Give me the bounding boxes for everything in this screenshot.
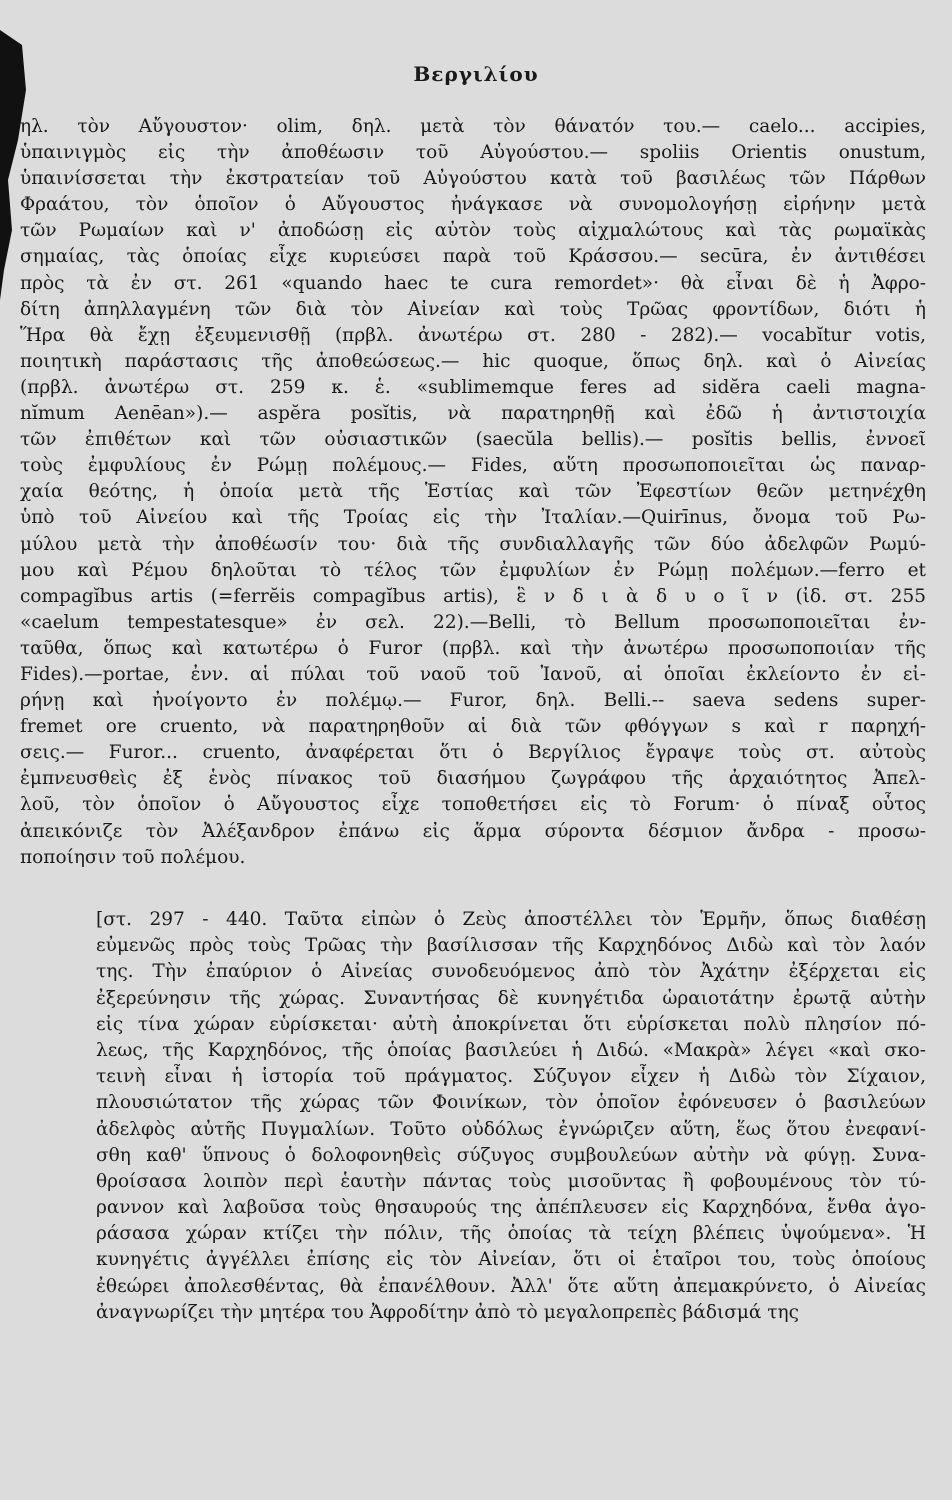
text-line: σθη καθ' ὕπνους ὁ δολοφονηθεὶς σύζυγος συμβουλεύων αὐτὴν νὰ φύγῃ. Συνα- [96, 1144, 926, 1166]
text-line: πλουσιώτατον τῆς χώρας τῶν Φοινίκων, τὸν ὁποῖον ἐφόνευσεν ὁ βασιλεύων [96, 1092, 926, 1114]
text-line: τεινὴ εἶναι ἡ ἱστορία τοῦ πράγματος. Σύζυγον εἶχεν ἡ Διδὼ τὸν Σίχαιον, [96, 1066, 926, 1088]
text-line: ράσασα χώραν κτίζει τὴν πόλιν, τῆς ὁποίας τὰ τείχη βλέπεις ὑψούμενα». Ἡ [96, 1223, 926, 1245]
text-line: compagĭbus artis (=ferrĕis compagĭbus artis), ἓ ν δ ι ὰ δ υ ο ῖ ν (ἰδ. στ. 255 [20, 585, 926, 607]
text-line: σεις.— Furor... cruento, ἀναφέρεται ὅτι ὁ Βεργίλιος ἔγραψε τοὺς στ. αὐτοὺς [20, 742, 926, 764]
text-line: Φραάτου, τὸν ὁποῖον ὁ Αὔγουστος ἠνάγκασε νὰ συνομολογήσῃ εἰρήνην μετὰ [20, 194, 926, 216]
text-line: ποποίησιν τοῦ πολέμου. [20, 846, 246, 868]
text-line: ὑπὸ τοῦ Αἰνείου καὶ τῆς Τροίας εἰς τὴν Ἰταλίαν.—Quirīnus, ὄνομα τοῦ Ρω- [20, 507, 926, 529]
text-line: ἐξερεύνησιν τῆς χώρας. Συναντήσας δὲ κυνηγέτιδα ὡραιοτάτην ἐρωτᾷ αὐτὴν [96, 987, 926, 1009]
text-line: ποιητικὴ παράστασις τῆς ἀποθεώσεως.— hic quoque, ὅπως δηλ. καὶ ὁ Αἰνείας [20, 350, 926, 372]
text-line: μύλου μετὰ τὴν ἀποθέωσίν του· διὰ τῆς συνδιαλλαγῆς τῶν δύο ἀδελφῶν Ρωμύ- [20, 533, 926, 555]
text-line: fremet ore cruento, νὰ παρατηρηθοῦν αἱ διὰ τῶν φθόγγων s καὶ r παρηχή- [20, 716, 926, 738]
text-line: nĭmum Aenēan»).— aspĕra posĭtis, νὰ παρατηρηθῇ καὶ ἐδῶ ἡ ἀντιστοιχία [20, 403, 926, 425]
text-line: κυνηγέτις ἀγγέλλει ἐπίσης εἰς τὸν Αἰνείαν, ὅτι οἱ ἑταῖροι του, τοὺς ὁποίους [96, 1249, 926, 1271]
text-line: ταῦθα, ὅπως καὶ κατωτέρω ὁ Furor (πρβλ. καὶ τὴν ἀνωτέρω προσωποποιίαν τῆς [20, 637, 926, 659]
text-line: Fides).—portae, ἐνν. αἱ πύλαι τοῦ ναοῦ τοῦ Ἰανοῦ, αἱ ὁποῖαι ἐκλείοντο ἐν εἰ- [20, 663, 926, 685]
text-line: Ἥρα θὰ ἔχῃ ἐξευμενισθῇ (πρβλ. ἀνωτέρω στ. 280 - 282).— vocabĭtur votis, [20, 324, 926, 346]
text-line: σημαίας, τὰς ὁποίας εἶχε κυριεύσει παρὰ τοῦ Κράσσου.— secūra, ἐν ἀντιθέσει [20, 246, 926, 268]
text-line: μου καὶ Ρέμου δηλοῦται τὸ τέλος τῶν ἐμφυλίων ἐν Ρώμῃ πολέμων.—ferro et [20, 559, 926, 581]
text-line: εἰς τίνα χώραν εὑρίσκεται· αὐτὴ ἀποκρίνεται ὅτι εὑρίσκεται πολὺ πλησίον πό- [96, 1013, 926, 1035]
text-line: [στ. 297 - 440. Ταῦτα εἰπὼν ὁ Ζεὺς ἀποστέλλει τὸν Ἑρμῆν, ὅπως διαθέσῃ [96, 909, 926, 930]
text-line: δίτη ἀπηλλαγμένη τῶν διὰ τὸν Αἰνείαν καὶ τοὺς Τρῶας φροντίδων, διότι ἡ [20, 298, 926, 320]
text-line: πρὸς τὰ ἐν στ. 261 «quando haec te cura remordet»· θὰ εἶναι δὲ ἡ Ἀφρο- [20, 272, 926, 294]
text-line: «caelum tempestatesque» ἐν σελ. 22).—Belli, τὸ Bellum προσωποποιεῖται ἐν- [20, 611, 926, 633]
text-line: ραννον καὶ λαβοῦσα τοὺς θησαυρούς της ἀπέπλευσεν εἰς Καρχηδόνα, ἔνθα ἀγο- [96, 1197, 926, 1219]
text-line: χαία θεότης, ἡ ὁποία μετὰ τῆς Ἑστίας καὶ τῶν Ἐφεστίων θεῶν μετηνέχθη [20, 481, 926, 503]
text-line: τοὺς ἐμφυλίους ἐν Ρώμῃ πολέμους.— Fides, αὕτη προσωποποιεῖται ὡς παναρ- [20, 455, 926, 477]
text-line: τῶν ἐπιθέτων καὶ τῶν οὐσιαστικῶν (saecŭla bellis).— posĭtis bellis, ἐννοεῖ [20, 429, 926, 451]
text-line: τῶν Ρωμαίων καὶ ν' ἀποδώσῃ εἰς αὐτὸν τοὺς αἰχμαλώτους καὶ τὰς ρωμαϊκὰς [20, 220, 926, 242]
summary-block [96, 907, 926, 1326]
text-line: ἐθεώρει ἀπολεσθέντας, θὰ ἐπανέλθουν. Ἀλλ' ὅτε αὕτη ἀπεμακρύνετο, ὁ Αἰνείας [96, 1275, 926, 1297]
text-line: ηλ. τὸν Αὔγουστον· olim, δηλ. μετὰ τὸν θάνατόν του.— caelo... accipies, [20, 116, 926, 137]
commentary-block [20, 114, 926, 871]
text-line: (πρβλ. ἀνωτέρω στ. 259 κ. ἑ. «sublimemque feres ad sidĕra caeli magna- [20, 376, 926, 398]
text-line: ὑπαινίσσεται τὴν ἐκστρατείαν τοῦ Αὐγούστου κατὰ τοῦ βασιλέως τῶν Πάρθων [20, 168, 926, 190]
text-line: εὐμενῶς πρὸς τοὺς Τρῶας τὴν βασίλισσαν τῆς Καρχηδόνος Διδὼ καὶ τὸν λαόν [96, 935, 926, 957]
text-line: ρήνῃ καὶ ἠνοίγοντο ἐν πολέμῳ.— Furor, δηλ. Belli.-- saeva sedens super- [20, 690, 926, 712]
page-header: Βεργιλίου [413, 62, 539, 86]
text-line: της. Τὴν ἐπαύριον ὁ Αἰνείας συνοδευόμενος ἀπὸ τὸν Ἀχάτην ἐξέρχεται εἰς [96, 961, 926, 983]
text-line: ὑπαινιγμὸς εἰς τὴν ἀποθέωσιν τοῦ Αὐγούστου.— spoliis Orientis onustum, [20, 142, 926, 164]
text-line: λοῦ, τὸν ὁποῖον ὁ Αὔγουστος εἶχε τοποθετήσει εἰς τὸ Forum· ὁ πίναξ οὗτος [20, 794, 926, 816]
text-line: λεως, τῆς Καρχηδόνος, τῆς ὁποίας βασιλεύει ἡ Διδώ. «Μακρὰ» λέγει «καὶ σκο- [96, 1039, 926, 1061]
text-line: θροίσασα λοιπὸν περὶ ἑαυτὴν πάντας τοὺς μισοῦντας ἢ φοβουμένους τὸν τύ- [96, 1170, 926, 1192]
text-line: ἀπεικόνιζε τὸν Ἀλέξανδρον ἐπάνω εἰς ἅρμα σύροντα δέσμιον ἄνδρα - προσω- [20, 820, 926, 842]
text-line: ἐμπνευσθεὶς ἐξ ἑνὸς πίνακος τοῦ διασήμου ζωγράφου τῆς ἀρχαιότητος Ἀπελ- [20, 768, 926, 790]
text-line: ἀναγνωρίζει τὴν μητέρα του Ἀφροδίτην ἀπὸ τὸ μεγαλοπρεπὲς βάδισμά της [96, 1301, 799, 1323]
text-line: ἀδελφὸς αὐτῆς Πυγμαλίων. Τοῦτο οὐδόλως ἐγνώριζεν αὕτη, ἕως ὅτου ἐνεφανί- [96, 1118, 926, 1140]
